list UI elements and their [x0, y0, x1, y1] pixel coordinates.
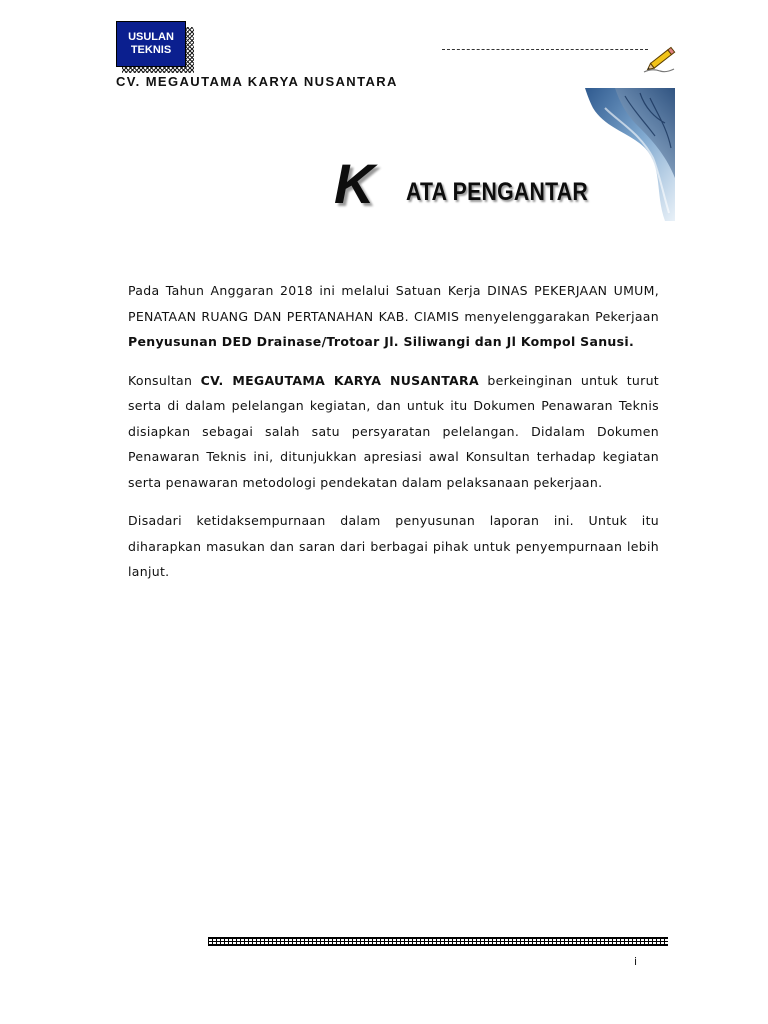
body-text: [128, 278, 659, 598]
badge-line-2: TEKNIS: [130, 44, 172, 56]
paragraph-3: [128, 508, 659, 585]
paragraph-1-text: Pada Tahun Anggaran 2018 ini melalui Satuan Kerja DINAS PEKERJAAN UMUM, PENATAAN RUANG DAN PERTANAHAN KAB. CIAMIS menyelenggarakan Pekerjaan: [128, 283, 659, 324]
paragraph-2-text-after: berkeinginan untuk turut serta di dalam pelelangan kegiatan, dan untuk itu Dokumen Penawaran Teknis disiapkan sebagai salah satu persyaratan pelelangan. Didalam Dokumen Penawaran Teknis ini, ditunjukkan apresiasi awal Konsultan terhadap kegiatan serta penawaran metodologi pendekatan dalam pelaksanaan pekerjaan.: [128, 372, 660, 490]
company-header: CV. MEGAUTAMA KARYA NUSANTARA: [116, 74, 398, 89]
pencil-icon: [640, 42, 682, 76]
paragraph-2-text-before: Konsultan: [128, 372, 201, 388]
dashed-rule: [442, 49, 648, 50]
paragraph-1-bold: Penyusunan DED Drainase/Trotoar Jl. Siliwangi dan Jl Kompol Sanusi.: [128, 334, 634, 349]
paragraph-2: [128, 368, 659, 496]
title-rest: ATA PENGANTAR: [406, 178, 588, 206]
title-initial: K: [334, 152, 375, 215]
paragraph-3-text: Disadari ketidaksempurnaan dalam penyusunan laporan ini. Untuk itu diharapkan masukan dan saran dari berbagai pihak untuk penyempurnaan lebih lanjut.: [128, 513, 659, 579]
paragraph-1: [128, 278, 659, 355]
usulan-teknis-badge: [116, 21, 194, 73]
badge-line-1: USULAN: [128, 31, 174, 43]
decorative-corner-image: [585, 88, 675, 221]
footer-decorative-band: [208, 937, 668, 946]
badge-box: [116, 21, 186, 67]
paragraph-2-bold: CV. MEGAUTAMA KARYA NUSANTARA: [200, 372, 479, 388]
page-number: i: [634, 955, 638, 968]
